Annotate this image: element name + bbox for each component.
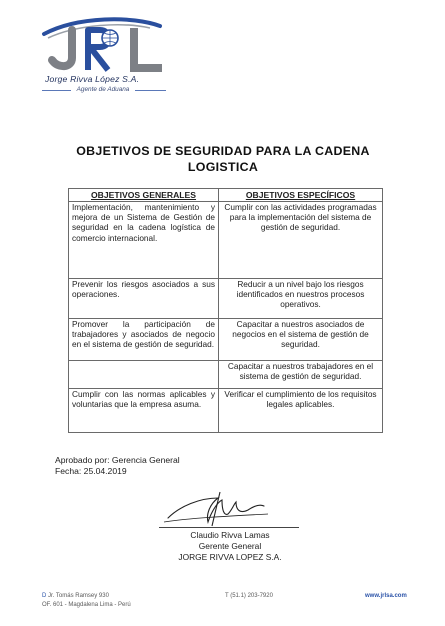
general-objective-cell: Promover la participación de trabajadores y asociados de negocio en el sistema de gestión de seguridad. <box>69 319 219 361</box>
logo-company-name: Jorge Rivva López S.A. <box>45 74 140 84</box>
table-row <box>69 202 383 279</box>
general-objective-cell <box>69 361 219 389</box>
address-line-2: OF. 601 - Magdalena Lima - Perú <box>42 602 131 608</box>
signer-name: Claudio Rivva Lamas <box>190 530 270 540</box>
specific-objective-cell: Reducir a un nivel bajo los riesgos identificados en nuestros procesos operativos. <box>219 279 383 319</box>
signer-block <box>140 530 320 562</box>
specific-objective-cell: Capacitar a nuestros trabajadores en el sistema de gestión de seguridad. <box>219 361 383 389</box>
header-general-objectives: OBJETIVOS GENERALES <box>69 189 219 202</box>
general-objective-cell: Prevenir los riesgos asociados a sus operaciones. <box>69 279 219 319</box>
approved-by: Aprobado por: Gerencia General <box>55 455 180 465</box>
header-specific-objectives: OBJETIVOS ESPECÍFICOS <box>219 189 383 202</box>
specific-objective-cell: Verificar el cumplimiento de los requisitos legales aplicables. <box>219 389 383 433</box>
jrl-logo-mark <box>38 14 178 76</box>
general-objective-cell: Implementación, mantenimiento y mejora de un Sistema de Gestión de seguridad en la cadena logística de comercio internacional. <box>69 202 219 279</box>
table-row <box>69 279 383 319</box>
signer-company: JORGE RIVVA LOPEZ S.A. <box>178 551 282 562</box>
general-objective-cell: Cumplir con las normas aplicables y voluntarias que la empresa asuma. <box>69 389 219 433</box>
specific-objective-cell: Cumplir con las actividades programadas para la implementación del sistema de gestión de seguridad. <box>219 202 383 279</box>
logo-tagline: Agente de Aduana <box>38 86 168 93</box>
location-pin-icon: D <box>42 593 48 599</box>
signer-role: Gerente General <box>198 540 262 551</box>
table-row <box>69 389 383 433</box>
approval-date: Fecha: 25.04.2019 <box>55 466 127 476</box>
table-header-row <box>69 189 383 202</box>
title-line-1: OBJETIVOS DE SEGURIDAD PARA LA CADENA <box>76 144 370 158</box>
signature-line <box>159 527 299 528</box>
specific-objective-cell: Capacitar a nuestros asociados de negocios en el sistema de gestión de seguridad. <box>219 319 383 361</box>
footer-address <box>42 592 131 610</box>
document-title <box>40 143 406 175</box>
objectives-table <box>68 188 383 433</box>
approval-block <box>55 455 180 477</box>
table-row <box>69 361 383 389</box>
footer-website[interactable]: www.jrlsa.com <box>365 593 407 599</box>
table-row <box>69 319 383 361</box>
footer-phone: T (51.1) 203-7920 <box>225 593 273 599</box>
company-logo <box>38 14 178 96</box>
handwritten-signature <box>160 488 270 528</box>
title-line-2: LOGISTICA <box>187 160 259 174</box>
address-line-1: Jr. Tomás Ramsey 930 <box>48 593 109 599</box>
